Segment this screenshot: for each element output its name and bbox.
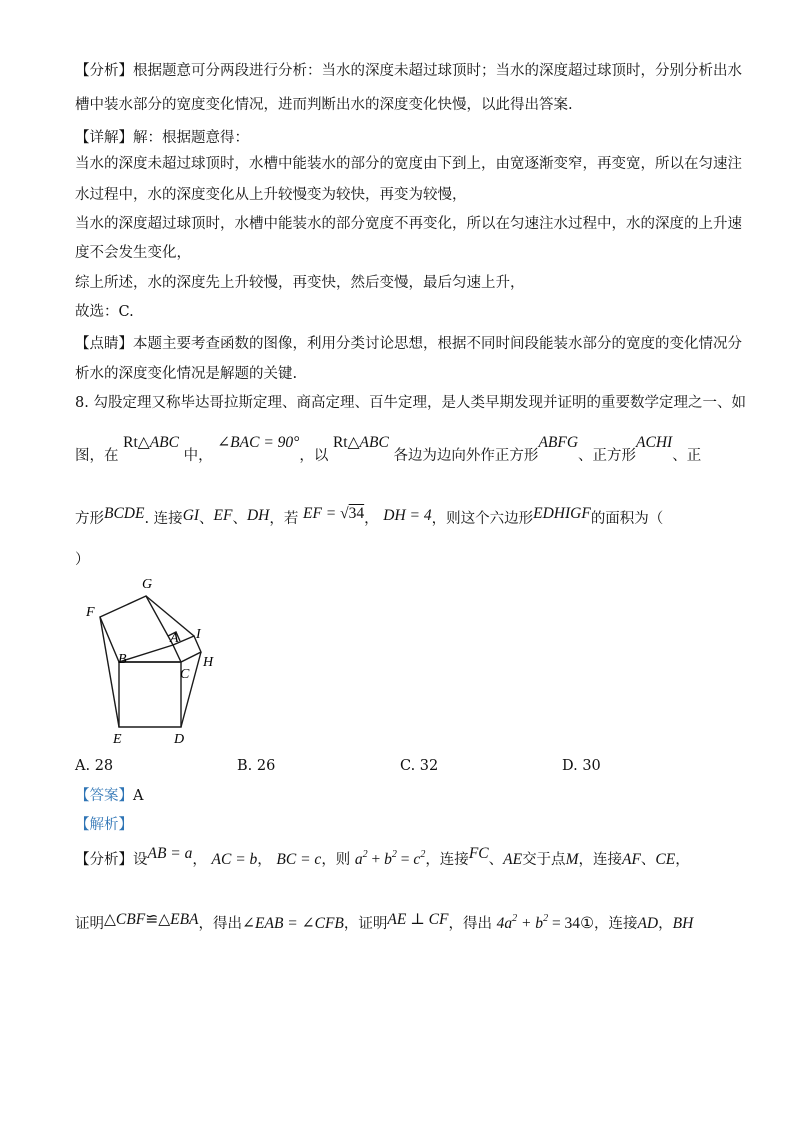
square-abfg <box>100 596 173 662</box>
math-eq1: $4a^2 + b^2$ = 34① <box>496 913 594 932</box>
answer-label: 【答案】 <box>75 788 133 804</box>
comment-label: 【点睛】 <box>75 336 133 352</box>
label-a: A <box>170 631 179 646</box>
label-h: H <box>203 655 214 670</box>
math-bh: BH <box>672 915 694 932</box>
math-ce: CE <box>655 851 676 868</box>
math-bc-eq: BC = c <box>276 851 322 868</box>
analysis1-line1: 【分析】根据题意可分两段进行分析：当水的深度未超过球顶时；当水的深度超过球顶时，分别分析出水 <box>75 63 742 79</box>
math-dh-eq: DH = 4 <box>383 507 432 524</box>
label-g: G <box>142 577 153 592</box>
detail-line4: 度不会发生变化， <box>75 245 191 261</box>
label-e: E <box>113 732 122 747</box>
math-pythagoras: $a^2 + b^2 = c^2$ <box>354 849 426 868</box>
math-ef: EF <box>213 507 233 524</box>
figure-lines <box>100 596 201 727</box>
answer-line <box>75 789 143 804</box>
option-c: C. 32 <box>400 758 439 774</box>
math-angle-bac: ∠BAC = 90° <box>217 434 300 451</box>
math-ac-eq: AC = b <box>211 851 258 868</box>
question8-line2: 图，在 Rt△ABC 中， ∠BAC = 90°，以 Rt△ABC 各边为边向外作正方形ABFG、正方形ACHI、正 <box>75 434 702 464</box>
math-abfg: ABFG <box>538 434 579 451</box>
option-a: A. 28 <box>75 758 114 774</box>
analysis2-label: 【分析】 <box>75 852 133 868</box>
math-rt-abc-2: Rt△ABC <box>332 434 389 451</box>
label-b: B <box>118 652 127 667</box>
answer-value: A <box>133 788 144 804</box>
math-ef-sqrt: EF = √34 <box>302 505 365 522</box>
option-d: D. 30 <box>562 758 601 774</box>
math-dh: DH <box>246 507 270 524</box>
comment-line1: 【点睛】本题主要考查函数的图像，利用分类讨论思想，根据不同时间段能装水部分的宽度的变化情况分 <box>75 336 742 352</box>
math-m: M <box>565 851 579 868</box>
math-rt-abc: Rt△ABC <box>123 434 179 451</box>
math-gi: GI <box>182 507 200 524</box>
option-b: B. 26 <box>237 758 276 774</box>
analysis2-line1: 【分析】设AB = a， AC = b， BC = c，则 $a^2 + b^2 = c^2$，连接FC、AE交于点M，连接AF、CE， <box>75 845 690 868</box>
math-fc: FC <box>468 845 489 862</box>
detail-line5: 综上所述，水的深度先上升较慢，再变快，然后变慢，最后匀速上升， <box>75 275 525 291</box>
detail-label: 【详解】 <box>75 130 133 146</box>
detail-line2: 水过程中，水的深度变化从上升较慢变为较快，再变为较慢， <box>75 187 467 203</box>
math-perp: AE ⊥ CF <box>387 911 449 928</box>
detail-line6: 故选：C. <box>75 304 134 320</box>
label-d: D <box>174 732 185 747</box>
square-bcde <box>119 662 181 727</box>
math-congruence: △CBF≌△EBA <box>104 911 199 928</box>
segment-fe <box>100 617 119 727</box>
analysis-label: 【分析】 <box>75 63 133 79</box>
math-hexagon: EDHIGF <box>533 505 591 522</box>
math-ae: AE <box>503 851 523 868</box>
math-angle-eq: ∠EAB = ∠CFB <box>242 915 344 932</box>
solution-label: 【解析】 <box>75 817 133 833</box>
math-ad: AD <box>637 915 659 932</box>
question8-close: ） <box>75 552 90 568</box>
comment-line2: 析水的深度变化情况是解题的关键. <box>75 366 298 382</box>
math-ab-eq: AB = a <box>147 845 193 862</box>
analysis2-line2: 证明△CBF≌△EBA，得出∠EAB = ∠CFB，证明AE ⊥ CF，得出 $4a^2 + b^2$ = 34①，连接AD，BH <box>75 911 694 932</box>
label-f: F <box>86 605 95 620</box>
sqrt-symbol: √ <box>340 505 349 522</box>
question8-line1: 8. 勾股定理又称毕达哥拉斯定理、商高定理、百牛定理，是人类早期发现并证明的重要数学定理之一、如 <box>75 395 746 411</box>
analysis1-line2: 槽中装水部分的宽度变化情况，进而判断出水的深度变化快慢，以此得出答案. <box>75 97 573 113</box>
math-achi: ACHI <box>636 434 673 451</box>
detail-line1: 当水的深度未超过球顶时，水槽中能装水的部分的宽度由下到上，由宽逐渐变窄，再变宽，所以在匀速注 <box>75 156 742 172</box>
label-i: I <box>196 627 201 642</box>
math-bcde: BCDE <box>104 505 145 522</box>
segment-gi <box>146 596 194 636</box>
math-af: AF <box>621 851 641 868</box>
detail-intro: 【详解】解：根据题意得： <box>75 130 249 146</box>
detail-line3: 当水的深度超过球顶时，水槽中能装水的部分宽度不再变化，所以在匀速注水过程中，水的深度的上升速 <box>75 216 742 232</box>
segment-dh <box>181 652 201 727</box>
circled-one: ① <box>580 915 594 932</box>
question8-line3: 方形BCDE. 连接GI、EF、DH，若 EF = √34， DH = 4，则这个六边形EDHIGF的面积为（ <box>75 505 664 527</box>
label-c: C <box>180 667 190 682</box>
geometry-figure <box>80 572 240 748</box>
